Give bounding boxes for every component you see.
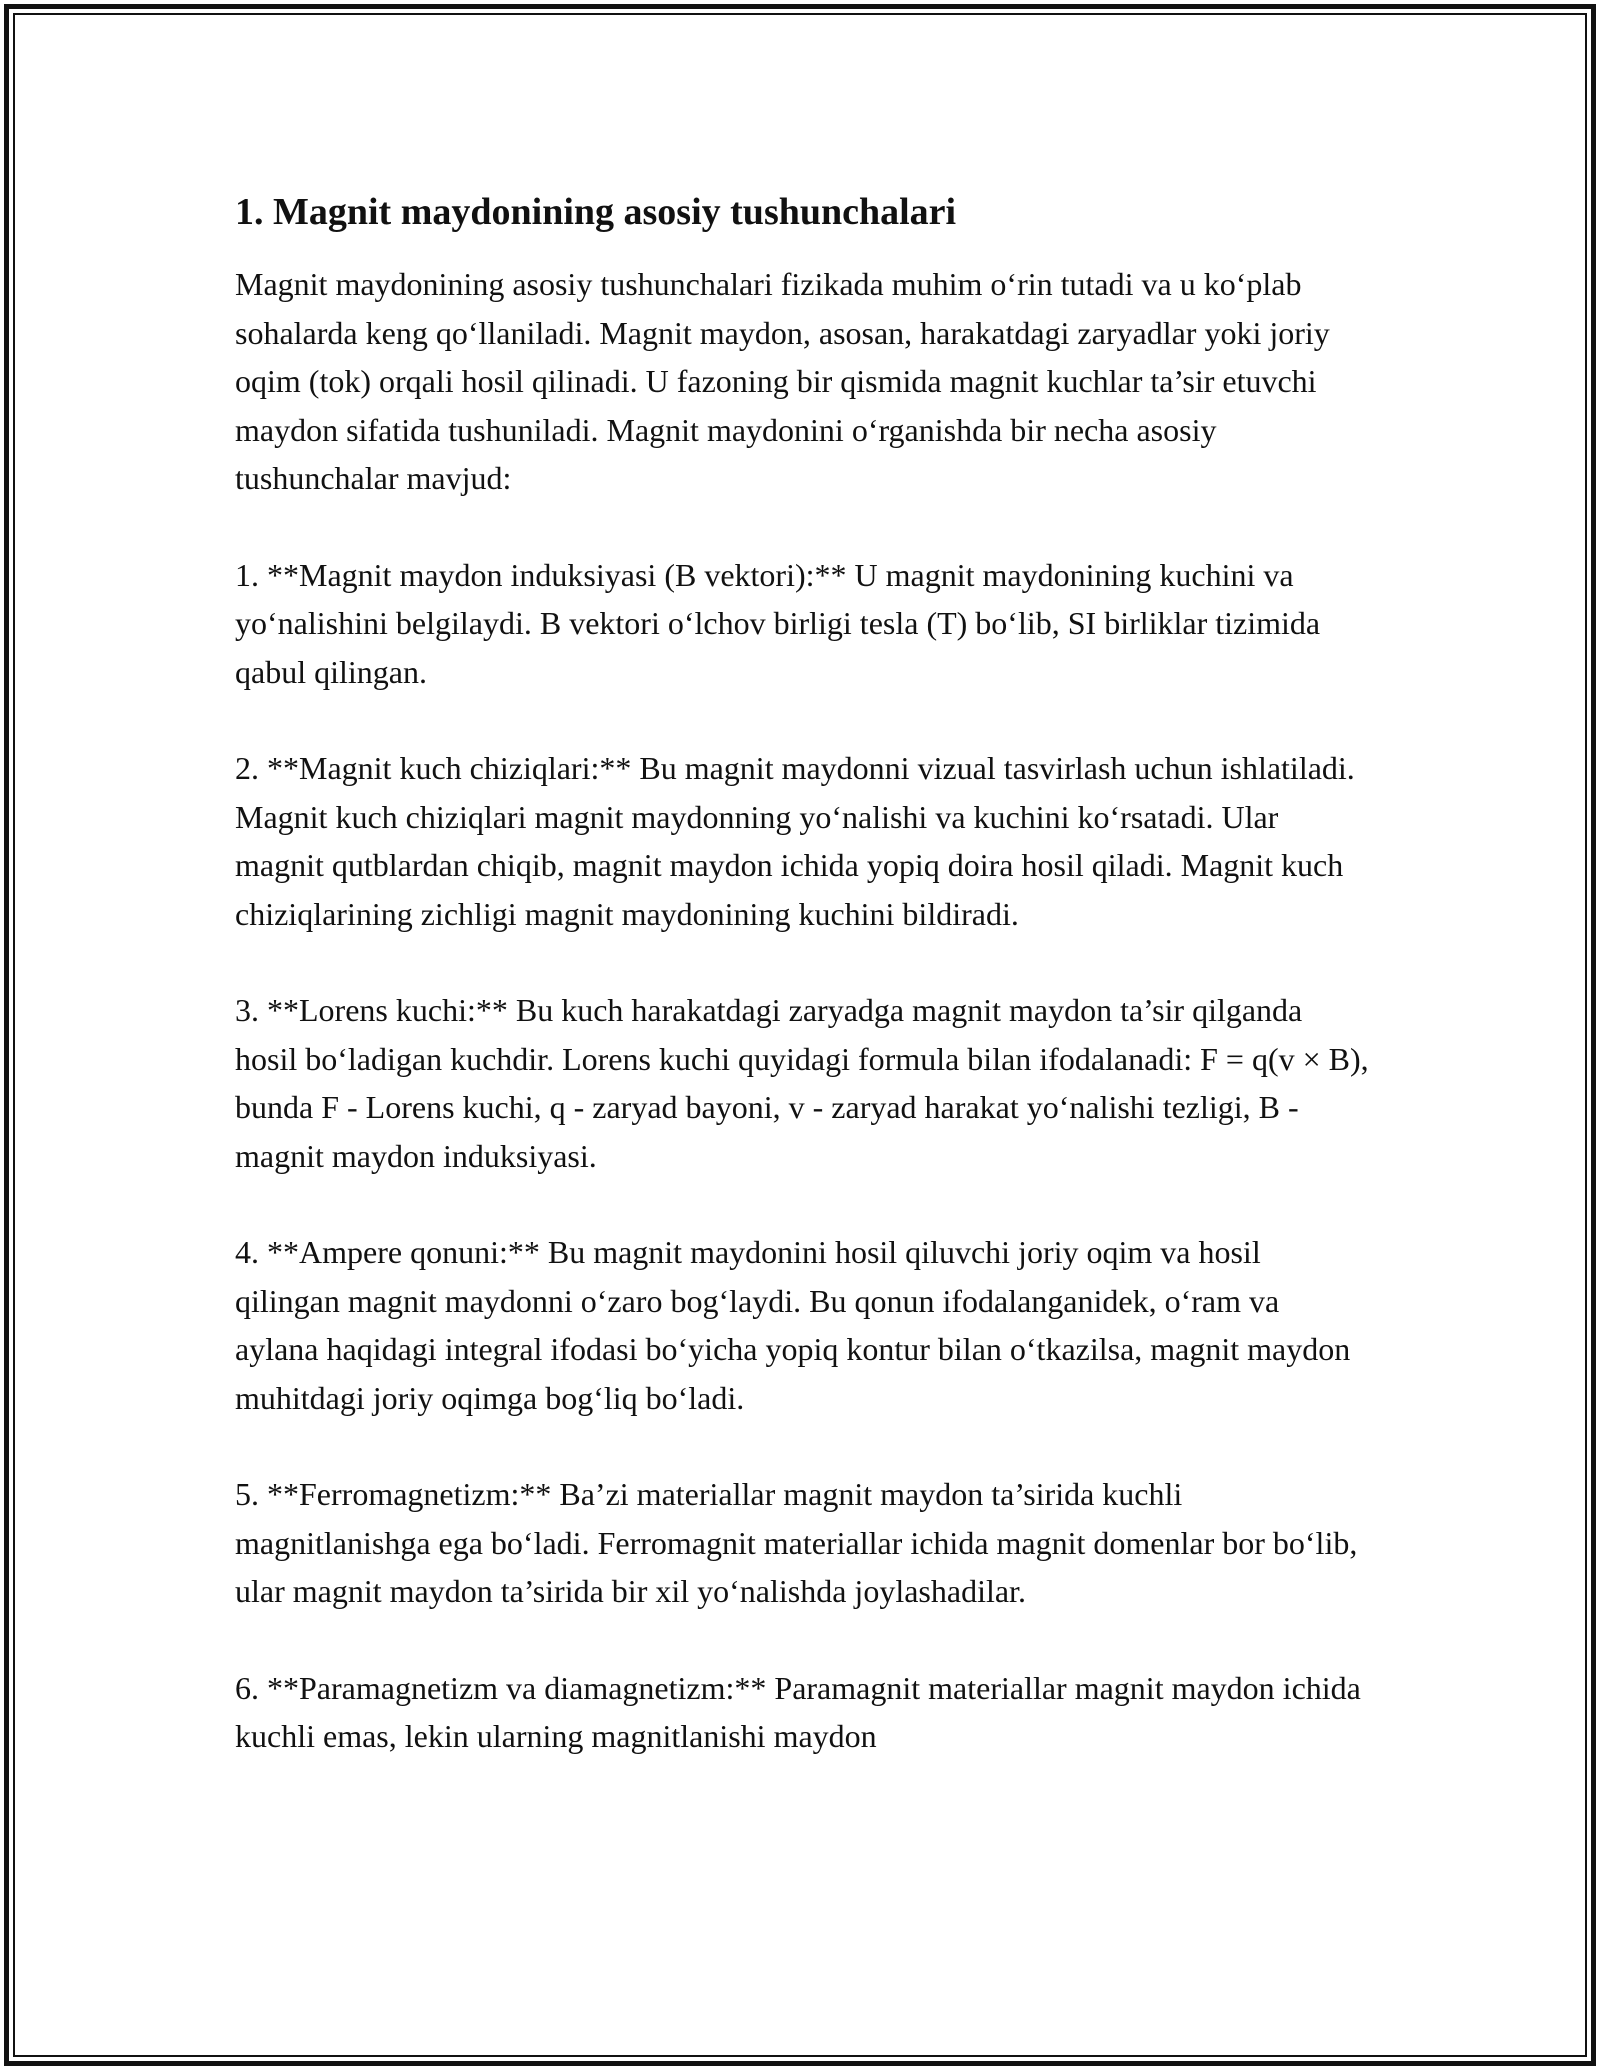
list-item-5: 5. **Ferromagnetizm:** Ba’zi materiallar magnit maydon ta’sirida kuchli magnitlanishga ega bo‘ladi. Ferromagnit materiallar ichida magnit domenlar bor bo‘lib, ular magnit maydon ta’sirida bir xil yo‘nalishda joylashadilar. (235, 1476, 1358, 1609)
document-body (235, 186, 1370, 1761)
list-item-1: 1. **Magnit maydon induksiyasi (B vektori):** U magnit maydonining kuchini va yo‘nalishini belgilaydi. B vektori o‘lchov birligi tesla (T) bo‘lib, SI birliklar tizimida qabul qilingan. (235, 556, 1321, 690)
intro-paragraph: Magnit maydonining asosiy tushunchalari fizikada muhim o‘rin tutadi va u ko‘plab sohalarda keng qo‘llaniladi. Magnit maydon, asosan, harakatdagi zaryadlar yoki joriy oqim (tok) orqali hosil qilinadi. U fazoning bir qismida magnit kuchlar ta’sir etuvchi maydon sifatida tushuniladi. Magnit maydonini o‘rganishda bir necha asosiy tushunchalar mavjud: (235, 266, 1330, 496)
list-item-4: 4. **Ampere qonuni:** Bu magnit maydonini hosil qiluvchi joriy oqim va hosil qilingan magnit maydonni o‘zaro bog‘laydi. Bu qonun ifodalanganidek, o‘ram va aylana haqidagi integral ifodasi bo‘yicha yopiq kontur bilan o‘tkazilsa, magnit maydon muhitdagi joriy oqimga bog‘liq bo‘ladi. (235, 1234, 1351, 1416)
list-item-2: 2. **Magnit kuch chiziqlari:** Bu magnit maydonni vizual tasvirlash uchun ishlatiladi. Magnit kuch chiziqlari magnit maydonning yo‘nalishi va kuchini ko‘rsatadi. Ular magnit qutblardan chiqib, magnit maydon ichida yopiq doira hosil qiladi. Magnit kuch chiziqlarining zichligi magnit maydonining kuchini bildiradi. (235, 750, 1355, 932)
section-heading: 1. Magnit maydonining asosiy tushunchalari (235, 191, 957, 233)
list-item-3: 3. **Lorens kuchi:** Bu kuch harakatdagi zaryadga magnit maydon ta’sir qilganda hosil bo‘ladigan kuchdir. Lorens kuchi quyidagi formula bilan ifodalanadi: F = q(v × B), bunda F - Lorens kuchi, q - zaryad bayoni, v - zaryad harakat yo‘nalishi tezligi, B - magnit maydon induksiyasi. (235, 992, 1369, 1174)
list-item-6: 6. **Paramagnetizm va diamagnetizm:** Paramagnit materiallar magnit maydon ichida kuchli emas, lekin ularning magnitlanishi maydon (235, 1669, 1361, 1754)
